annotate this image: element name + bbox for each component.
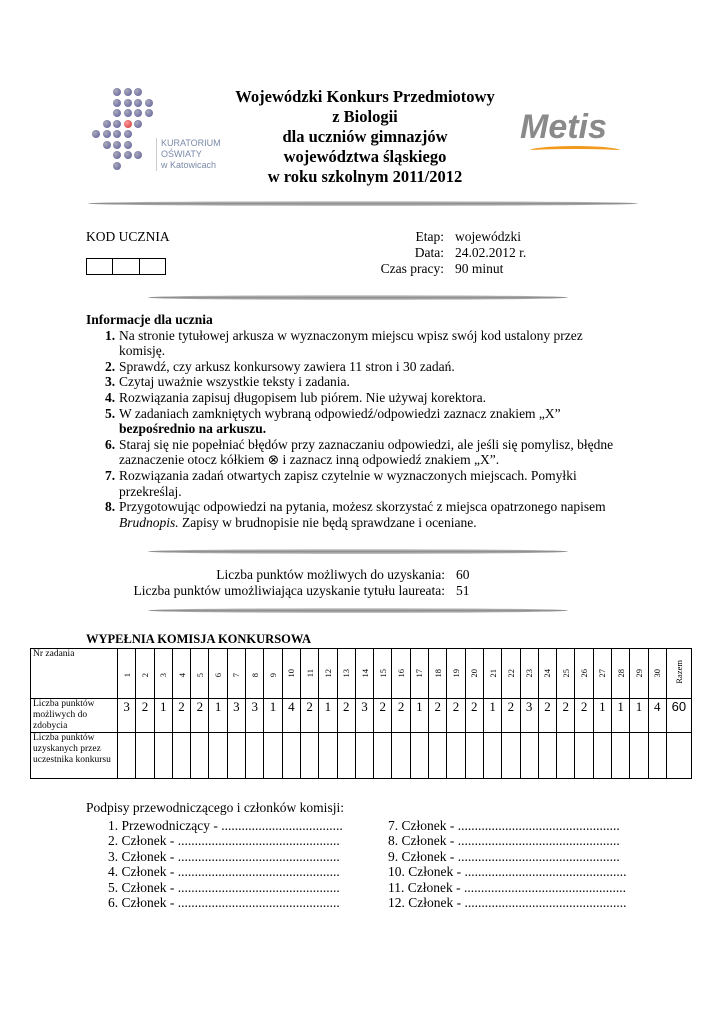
item-number: 3. bbox=[105, 374, 116, 390]
logo-dot bbox=[124, 151, 132, 159]
max-points-cell: 3 bbox=[520, 699, 538, 733]
max-points-cell: 1 bbox=[593, 699, 611, 733]
max-points-value: 60 bbox=[456, 567, 470, 582]
max-points-cell: 2 bbox=[465, 699, 483, 733]
max-points-cell: 4 bbox=[282, 699, 300, 733]
points-labels bbox=[100, 567, 445, 598]
item-text: W zadaniach zamkniętych wybraną odpowiedź/odpowiedzi zaznacz znakiem „X” bbox=[119, 405, 561, 421]
max-points-cell: 2 bbox=[538, 699, 556, 733]
item-number: 1. bbox=[105, 327, 116, 343]
obtained-points-cell[interactable] bbox=[520, 733, 538, 779]
max-points-cell: 3 bbox=[227, 699, 245, 733]
obtained-points-cell[interactable] bbox=[319, 733, 337, 779]
task-number: 4 bbox=[172, 649, 190, 699]
max-points-cell: 2 bbox=[136, 699, 154, 733]
max-points-cell: 3 bbox=[246, 699, 264, 733]
max-points-cell: 1 bbox=[264, 699, 282, 733]
task-number: 5 bbox=[191, 649, 209, 699]
task-number: 15 bbox=[374, 649, 392, 699]
obtained-points-cell[interactable] bbox=[282, 733, 300, 779]
obtained-points-cell[interactable] bbox=[483, 733, 501, 779]
signature-line: 5. Członek - ................................................ bbox=[108, 879, 340, 895]
max-points-label: Liczba punktów możliwych do uzyskania: bbox=[216, 567, 445, 582]
code-label: KOD UCZNIA bbox=[86, 229, 170, 244]
item-text: Sprawdź, czy arkusz konkursowy zawiera 11 stron i 30 zadań. bbox=[119, 358, 455, 374]
logo-line: OŚWIATY bbox=[161, 149, 202, 159]
obtained-points-cell[interactable] bbox=[612, 733, 630, 779]
task-number: 27 bbox=[593, 649, 611, 699]
max-points-cell: 4 bbox=[648, 699, 666, 733]
task-number: 3 bbox=[154, 649, 172, 699]
logo-line: KURATORIUM bbox=[161, 138, 221, 148]
task-number: 2 bbox=[136, 649, 154, 699]
max-points-cell: 2 bbox=[374, 699, 392, 733]
divider bbox=[148, 295, 568, 300]
total-points-cell: 60 bbox=[666, 699, 691, 733]
task-number: 22 bbox=[502, 649, 520, 699]
obtained-points-cell[interactable] bbox=[172, 733, 190, 779]
instructions-heading: Informacje dla ucznia bbox=[86, 312, 213, 327]
obtained-points-cell[interactable] bbox=[410, 733, 428, 779]
logo-dot bbox=[113, 130, 121, 138]
task-number: 30 bbox=[648, 649, 666, 699]
item-number: 7. bbox=[105, 467, 116, 483]
signature-line: 7. Członek - ................................................ bbox=[388, 818, 620, 833]
signature-line: 1. Przewodniczący - .................................... bbox=[108, 818, 343, 833]
divider bbox=[148, 608, 568, 613]
item-bold: bezpośrednio na arkuszu. bbox=[119, 421, 267, 437]
etap-value: wojewódzki bbox=[455, 229, 521, 244]
obtained-points-cell[interactable] bbox=[630, 733, 648, 779]
obtained-points-cell[interactable] bbox=[118, 733, 136, 779]
instruction-item bbox=[86, 499, 626, 530]
task-number: 10 bbox=[282, 649, 300, 699]
row-label-obtained: Liczba punktów uzyskanych przez uczestnika konkursu bbox=[31, 733, 118, 779]
signature-line: 10. Członek - ................................................ bbox=[388, 864, 627, 880]
metis-swoosh-icon bbox=[530, 146, 620, 155]
task-number: 21 bbox=[483, 649, 501, 699]
task-number: 20 bbox=[465, 649, 483, 699]
max-points-cell: 2 bbox=[429, 699, 447, 733]
task-number: 17 bbox=[410, 649, 428, 699]
laureat-points-label: Liczba punktów umożliwiająca uzyskanie tytułu laureata: bbox=[133, 582, 445, 598]
logo-dot bbox=[103, 130, 111, 138]
logo-dot bbox=[113, 109, 121, 117]
max-points-cell: 1 bbox=[612, 699, 630, 733]
item-number: 2. bbox=[105, 358, 116, 374]
task-number: 16 bbox=[392, 649, 410, 699]
logo-dot bbox=[145, 99, 153, 107]
task-number: 9 bbox=[264, 649, 282, 699]
obtained-points-cell[interactable] bbox=[227, 733, 245, 779]
obtained-points-cell[interactable] bbox=[337, 733, 355, 779]
logo-dot bbox=[124, 141, 132, 149]
instruction-item bbox=[86, 437, 626, 468]
task-number: 14 bbox=[355, 649, 373, 699]
obtained-points-cell[interactable] bbox=[575, 733, 593, 779]
title-line: z Biologii bbox=[332, 107, 398, 126]
points-values bbox=[456, 567, 470, 598]
task-number: 12 bbox=[319, 649, 337, 699]
instructions bbox=[86, 312, 626, 530]
logo-dot bbox=[134, 109, 142, 117]
task-number: 13 bbox=[337, 649, 355, 699]
logo-dot bbox=[113, 141, 121, 149]
item-rest: Zapisy w brudnopisie nie będą sprawdzane i oceniane. bbox=[178, 514, 477, 530]
task-number: 25 bbox=[557, 649, 575, 699]
max-points-cell: 2 bbox=[337, 699, 355, 733]
obtained-points-cell[interactable] bbox=[392, 733, 410, 779]
task-number: 26 bbox=[575, 649, 593, 699]
laureat-points-value: 51 bbox=[456, 582, 470, 598]
obtained-points-cell[interactable] bbox=[300, 733, 318, 779]
obtained-total-cell[interactable] bbox=[666, 733, 691, 779]
item-text: Na stronie tytułowej arkusza w wyznaczonym miejscu wpisz swój kod ustalony przez komisję. bbox=[119, 327, 583, 359]
row-label-max: Liczba punktów możliwych do zdobycia bbox=[31, 699, 118, 733]
page-title bbox=[180, 87, 550, 187]
data-value: 24.02.2012 r. bbox=[455, 245, 527, 260]
item-text: Rozwiązania zadań otwartych zapisz czytelnie w wyznaczonych miejscach. Pomyłki przekreślaj. bbox=[119, 467, 577, 499]
max-points-cell: 2 bbox=[447, 699, 465, 733]
max-points-cell: 2 bbox=[172, 699, 190, 733]
obtained-points-cell[interactable] bbox=[593, 733, 611, 779]
max-points-cell: 1 bbox=[209, 699, 227, 733]
max-points-cell: 1 bbox=[319, 699, 337, 733]
obtained-points-cell[interactable] bbox=[429, 733, 447, 779]
logo-dot bbox=[103, 120, 111, 128]
signature-line: 12. Członek - ................................................ bbox=[388, 895, 627, 911]
logo-dot bbox=[124, 120, 132, 128]
task-number: 19 bbox=[447, 649, 465, 699]
task-number: 6 bbox=[209, 649, 227, 699]
title-line: dla uczniów gimnazjów bbox=[282, 127, 448, 146]
logo-dot bbox=[134, 120, 142, 128]
logo-dot bbox=[134, 151, 142, 159]
task-number: 28 bbox=[612, 649, 630, 699]
max-points-cell: 2 bbox=[392, 699, 410, 733]
metis-logo: Metis bbox=[520, 108, 607, 146]
signature-line: 11. Członek - ................................................ bbox=[388, 879, 626, 895]
logo-dot bbox=[92, 130, 100, 138]
nr-label: Nr zadania bbox=[31, 649, 118, 699]
task-number: 1 bbox=[118, 649, 136, 699]
obtained-points-cell[interactable] bbox=[447, 733, 465, 779]
divider bbox=[88, 201, 638, 206]
kuratorium-logo-icon bbox=[92, 88, 162, 198]
logo-dot bbox=[113, 120, 121, 128]
max-points-cell: 3 bbox=[118, 699, 136, 733]
item-text: Czytaj uważnie wszystkie teksty i zadania. bbox=[119, 374, 350, 390]
logo-dot bbox=[124, 88, 132, 96]
logo-dot bbox=[124, 109, 132, 117]
meta-labels bbox=[360, 229, 444, 277]
max-points-cell: 2 bbox=[191, 699, 209, 733]
meta-values bbox=[455, 229, 526, 277]
czas-label: Czas pracy: bbox=[380, 261, 444, 276]
instruction-item bbox=[86, 328, 626, 359]
max-points-cell: 1 bbox=[154, 699, 172, 733]
task-number: 11 bbox=[300, 649, 318, 699]
logo-dot bbox=[113, 88, 121, 96]
max-points-cell: 2 bbox=[575, 699, 593, 733]
signature-line: 6. Członek - ................................................ bbox=[108, 895, 340, 911]
logo-dot bbox=[113, 162, 121, 170]
obtained-points-cell[interactable] bbox=[355, 733, 373, 779]
max-points-cell: 2 bbox=[502, 699, 520, 733]
title-line: województwa śląskiego bbox=[283, 147, 447, 166]
instruction-item bbox=[86, 374, 626, 390]
max-points-cell: 3 bbox=[355, 699, 373, 733]
logo-dot bbox=[113, 151, 121, 159]
instruction-item bbox=[86, 359, 626, 375]
item-text: Staraj się nie popełniać błędów przy zaznaczaniu odpowiedzi, ale jeśli się pomylisz, błędne zaznaczenie otocz kółkiem ⊗ i zaznacz inną odpowiedź znakiem „X”. bbox=[119, 436, 614, 468]
czas-value: 90 minut bbox=[455, 261, 504, 276]
obtained-points-cell[interactable] bbox=[246, 733, 264, 779]
score-table bbox=[30, 648, 692, 779]
table-heading: WYPEŁNIA KOMISJA KONKURSOWA bbox=[86, 632, 312, 646]
item-number: 8. bbox=[105, 499, 116, 515]
item-text: Przygotowując odpowiedzi na pytania, możesz skorzystać z miejsca opatrzonego napisem bbox=[119, 499, 606, 515]
obtained-points-cell[interactable] bbox=[264, 733, 282, 779]
logo-line: w Katowicach bbox=[161, 160, 217, 170]
max-points-cell: 2 bbox=[557, 699, 575, 733]
max-points-cell: 2 bbox=[300, 699, 318, 733]
obtained-points-cell[interactable] bbox=[557, 733, 575, 779]
task-number: 29 bbox=[630, 649, 648, 699]
max-points-cell: 1 bbox=[630, 699, 648, 733]
etap-label: Etap: bbox=[415, 229, 444, 244]
obtained-points-cell[interactable] bbox=[191, 733, 209, 779]
task-number: 7 bbox=[227, 649, 245, 699]
obtained-points-cell[interactable] bbox=[538, 733, 556, 779]
title-line: w roku szkolnym 2011/2012 bbox=[267, 167, 463, 186]
logo-dot bbox=[124, 99, 132, 107]
logo-dot bbox=[134, 88, 142, 96]
instruction-item bbox=[86, 468, 626, 499]
signature-line: 3. Członek - ................................................ bbox=[108, 848, 340, 864]
task-number: 8 bbox=[246, 649, 264, 699]
logo-dot bbox=[113, 99, 121, 107]
student-code-field[interactable] bbox=[86, 258, 166, 275]
task-number: 24 bbox=[538, 649, 556, 699]
signatures-heading: Podpisy przewodniczącego i członków komisji: bbox=[86, 800, 344, 815]
signature-line: 4. Członek - ................................................ bbox=[108, 864, 340, 880]
item-italic: Brudnopis. bbox=[119, 514, 179, 530]
data-label: Data: bbox=[414, 245, 444, 260]
obtained-points-cell[interactable] bbox=[136, 733, 154, 779]
signature-line: 8. Członek - ................................................ bbox=[388, 833, 620, 849]
title-line: Wojewódzki Konkurs Przedmiotowy bbox=[235, 87, 495, 106]
item-number: 6. bbox=[105, 436, 116, 452]
item-number: 4. bbox=[105, 389, 116, 405]
obtained-points-cell[interactable] bbox=[502, 733, 520, 779]
obtained-points-cell[interactable] bbox=[374, 733, 392, 779]
instruction-item bbox=[86, 390, 626, 406]
logo-dot bbox=[103, 141, 111, 149]
logo-dot bbox=[134, 99, 142, 107]
max-points-cell: 1 bbox=[410, 699, 428, 733]
obtained-points-cell[interactable] bbox=[154, 733, 172, 779]
task-number: 18 bbox=[429, 649, 447, 699]
obtained-points-cell[interactable] bbox=[648, 733, 666, 779]
instruction-item bbox=[86, 406, 626, 437]
logo-dot bbox=[124, 130, 132, 138]
logo-dot bbox=[145, 109, 153, 117]
divider bbox=[148, 549, 568, 554]
max-points-cell: 1 bbox=[483, 699, 501, 733]
razem-header: Razem bbox=[666, 649, 691, 699]
obtained-points-cell[interactable] bbox=[465, 733, 483, 779]
item-text: Rozwiązania zapisuj długopisem lub piórem. Nie używaj korektora. bbox=[119, 389, 487, 405]
signature-line: 2. Członek - ................................................ bbox=[108, 833, 340, 849]
task-number: 23 bbox=[520, 649, 538, 699]
obtained-points-cell[interactable] bbox=[209, 733, 227, 779]
item-number: 5. bbox=[105, 405, 116, 421]
signature-line: 9. Członek - ................................................ bbox=[388, 848, 620, 864]
